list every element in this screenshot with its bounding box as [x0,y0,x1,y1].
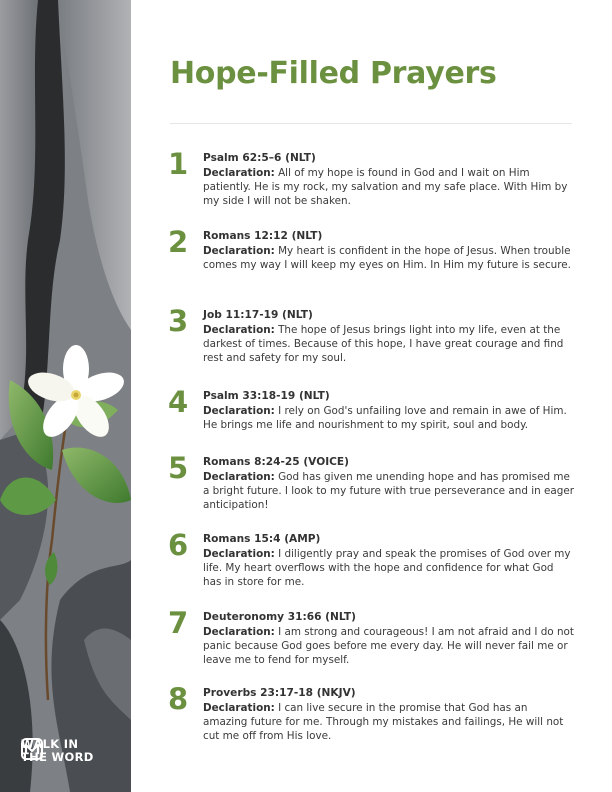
declaration-label: Declaration: [203,245,275,257]
declaration-label: Declaration: [203,324,275,336]
prayer-declaration [203,404,575,432]
prayer-body [203,390,575,432]
prayer-reference: Psalm 33:18-19 (NLT) [203,390,330,402]
prayer-number: 4 [168,385,189,419]
declaration-text: I diligently pray and speak the promises of God over my life. My heart overflows with the hope and confidence for what God has in store for me. [203,548,571,588]
declaration-text: I am strong and courageous! I am not afraid and I do not panic because God goes before me every day. He will never fail me or leave me to fend for myself. [203,626,574,666]
prayer-reference: Romans 15:4 (AMP) [203,533,321,545]
prayer-reference: Romans 12:12 (NLT) [203,230,323,242]
prayer-number: 3 [168,304,189,338]
prayer-number: 6 [168,528,189,562]
prayer-body [203,687,575,743]
prayer-declaration [203,625,575,667]
prayer-declaration [203,166,575,208]
declaration-label: Declaration: [203,471,275,483]
prayer-body [203,533,575,589]
declaration-text: All of my hope is found in God and I wait on Him patiently. He is my rock, my salvation and my safe place. With Him by my side I will not be shaken. [203,167,568,207]
declaration-label: Declaration: [203,548,275,560]
flower-in-rock-illustration [0,0,131,792]
logo-line-1: WALK IN [21,737,79,751]
prayer-body [203,309,575,365]
walk-in-the-word-logo [21,738,94,764]
prayer-declaration [203,547,575,589]
prayer-reference: Romans 8:24-25 (VOICE) [203,456,349,468]
declaration-text: God has given me unending hope and has promised me a bright future. I look to my future with true perseverance and in eager anticipation! [203,471,575,511]
prayer-body [203,611,575,667]
declaration-text: My heart is confident in the hope of Jesus. When trouble comes my way I will keep my eyes on Him. In Him my future is secure. [203,245,571,271]
prayer-declaration [203,470,575,512]
declaration-label: Declaration: [203,702,275,714]
prayer-declaration [203,323,575,365]
prayer-number: 2 [168,225,189,259]
declaration-text: I rely on God's unfailing love and remain in awe of Him. He brings me life and nourishment to my spirit, soul and body. [203,405,567,431]
prayer-reference: Psalm 62:5–6 (NLT) [203,152,316,164]
prayer-body [203,152,575,208]
prayer-declaration [203,244,575,272]
prayer-body [203,456,575,512]
declaration-label: Declaration: [203,405,275,417]
prayer-number: 7 [168,606,189,640]
logo-mark-icon [21,738,43,760]
prayer-declaration [203,701,575,743]
logo-line-2: THE WORD [21,750,94,764]
prayer-reference: Proverbs 23:17-18 (NKJV) [203,687,356,699]
cover-photo [0,0,131,792]
prayer-body [203,230,575,272]
title-divider [170,123,572,124]
prayer-number: 1 [168,147,189,181]
declaration-text: The hope of Jesus brings light into my life, even at the darkest of times. Because of this hope, I have great courage and find rest and safety for my soul. [203,324,564,364]
prayer-number: 5 [168,451,189,485]
declaration-text: I can live secure in the promise that God has an amazing future for me. Through my mistakes and failings, He will not cut me off from His love. [203,702,564,742]
prayer-reference: Deuteronomy 31:66 (NLT) [203,611,356,623]
prayer-reference: Job 11:17-19 (NLT) [203,309,313,321]
page-title: Hope-Filled Prayers [170,56,497,91]
prayer-number: 8 [168,682,189,716]
declaration-label: Declaration: [203,167,275,179]
declaration-label: Declaration: [203,626,275,638]
